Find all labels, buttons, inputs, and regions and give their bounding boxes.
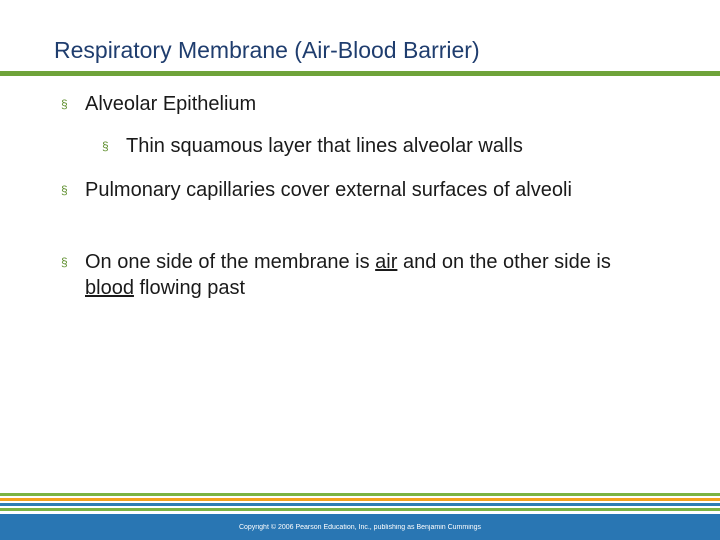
bullet-text <box>85 249 661 301</box>
bullet-pulmonary-capillaries <box>61 177 661 203</box>
footer-stripes <box>0 493 720 513</box>
stripe-blue <box>0 503 720 506</box>
slide-title: Respiratory Membrane (Air-Blood Barrier) <box>54 37 480 63</box>
bullet-text-part: flowing past <box>133 277 246 299</box>
sub-bullet-thin-squamous-layer <box>102 133 523 159</box>
stripe-green-bottom <box>0 508 720 511</box>
bullet-text-part: On one side of the membrane is <box>85 251 376 273</box>
bullet-marker: § <box>61 97 68 111</box>
copyright-text: Copyright © 2006 Pearson Education, Inc., publishing as Benjamin Cummings <box>238 524 482 531</box>
bullet-text-part: and on the other side is <box>397 251 611 273</box>
bullet-marker: § <box>102 139 109 153</box>
bullet-alveolar-epithelium <box>61 91 256 117</box>
stripe-green <box>0 493 720 496</box>
bullet-marker: § <box>61 255 68 269</box>
bullet-membrane-sides <box>61 249 661 301</box>
bullet-text: Pulmonary capillaries cover external surfaces of alveoli <box>85 179 572 201</box>
underlined-term-blood: blood <box>85 277 134 299</box>
bullet-text: Thin squamous layer that lines alveolar walls <box>126 135 523 157</box>
underlined-term-air: air <box>375 251 398 273</box>
bullet-text: Alveolar Epithelium <box>85 93 257 115</box>
stripe-orange <box>0 498 720 501</box>
bullet-marker: § <box>61 183 68 197</box>
